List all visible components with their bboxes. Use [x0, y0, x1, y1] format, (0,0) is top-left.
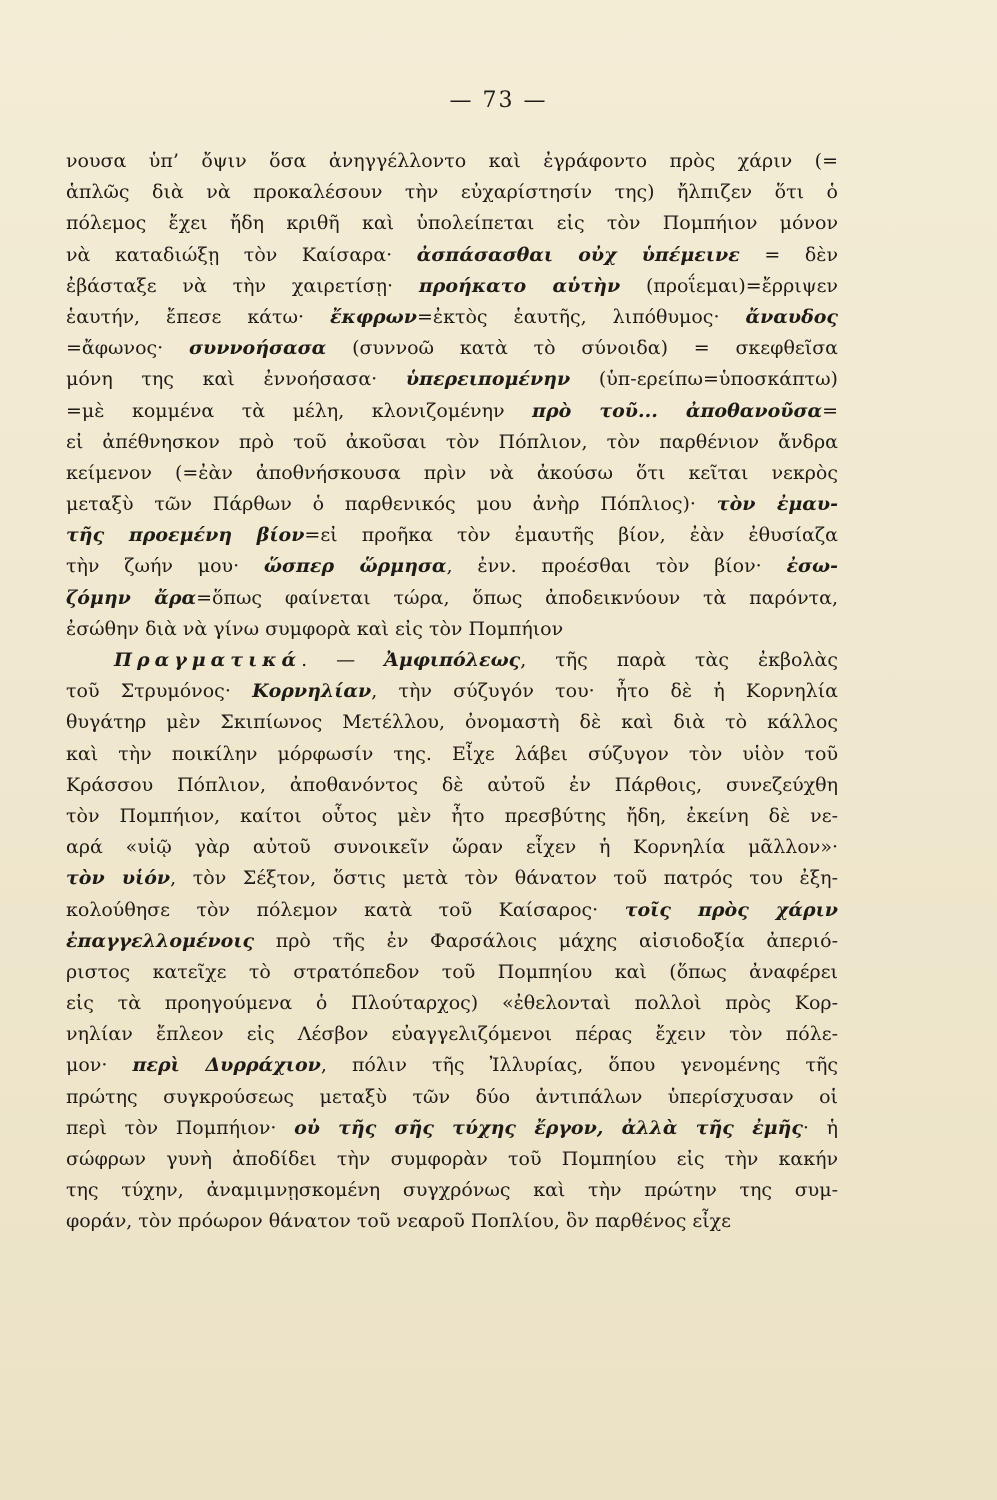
bold-term: οὐ τῆς σῆς τύχης ἔργον, ἀλλὰ τῆς ἐμῆς	[294, 1116, 803, 1139]
text-line	[66, 364, 838, 395]
text-line	[66, 1050, 838, 1081]
bold-term: ἄναυδος	[745, 305, 838, 328]
text-run: · ἡ	[802, 1116, 838, 1139]
text-run: μεταξὺ τῶν Πάρθων ὁ παρθενικός μου ἀνὴρ Πόπλιος)·	[66, 493, 717, 516]
text-run: πρὸ τῆς ἐν Φαρσάλοις μάχης αἰσιοδοξία ἀπεριό-	[254, 929, 838, 952]
text-run: ριστος κατεῖχε τὸ στρατόπεδον τοῦ Πομπηίου καὶ (ὅπως ἀναφέρει	[66, 960, 838, 983]
text-run: νὰ καταδιώξῃ τὸν Καίσαρα·	[66, 243, 417, 266]
text-line	[66, 645, 838, 676]
text-line	[66, 739, 838, 770]
text-run: =εἰ προῆκα τὸν ἐμαυτῆς βίον, ἐὰν ἐθυσίαζα	[304, 524, 838, 547]
text-run: εἰ ἀπέθνησκον πρὸ τοῦ ἀκοῦσαι τὸν Πόπλιον, τὸν παρθένιον ἄνδρα	[66, 430, 838, 453]
text-run: ἁπλῶς διὰ νὰ προκαλέσουν τὴν εὐχαρίστησίν της) ἤλπιζεν ὅτι ὁ	[66, 181, 838, 204]
page-number: — 73 —	[449, 88, 548, 113]
text-run: τοῦ Στρυμόνος·	[66, 680, 253, 703]
text-run: σώφρων γυνὴ ἀποδίδει τὴν συμφορὰν τοῦ Πομπηίου εἰς τὴν κακήν	[66, 1148, 838, 1170]
text-line	[66, 1175, 838, 1206]
text-run: πρώτης συγκρούσεως μεταξὺ τῶν δύο ἀντιπάλων ὑπερίσχυσαν οἱ	[66, 1085, 838, 1108]
text-line	[66, 801, 838, 832]
text-run: =ἐκτὸς ἑαυτῆς, λιπόθυμος·	[416, 305, 746, 328]
bold-term: περὶ Δυρράχιον	[132, 1054, 321, 1077]
text-run: φοράν, τὸν πρόωρον θάνατον τοῦ νεαροῦ Ποπλίου, ὃν παρθένος εἶχε	[66, 1210, 732, 1233]
text-run: κολούθησε τὸν πόλεμον κατὰ τοῦ Καίσαρος·	[66, 898, 625, 921]
text-line	[66, 863, 838, 894]
text-run: αρά «υἱῷ γὰρ αὐτοῦ συνοικεῖν ὥραν εἶχεν ἡ Κορνηλία μᾶλλον»·	[66, 836, 838, 859]
text-line	[66, 240, 838, 271]
text-run: , τῆς παρὰ τὰς ἐκβολὰς	[520, 649, 838, 671]
bold-term: ἀσπάσασθαι οὐχ ὑπέμεινε	[416, 243, 740, 266]
text-line	[66, 614, 838, 645]
text-line	[66, 146, 838, 177]
text-line	[66, 271, 838, 302]
bold-term: ἐσω-	[786, 555, 838, 578]
bold-term: ὑπερειπομένην	[405, 368, 571, 391]
bold-term: τὸν ἐμαυ-	[716, 493, 838, 516]
text-line	[66, 583, 838, 614]
text-run: εἰς τὰ προηγούμενα ὁ Πλούταρχος) «ἐθελονταὶ πολλοὶ πρὸς Κορ-	[66, 992, 838, 1015]
bold-term: ἐπαγγελλομένοις	[66, 929, 255, 952]
text-line	[66, 333, 838, 364]
bold-term: προήκατο αὑτὴν	[418, 274, 621, 297]
text-line	[66, 988, 838, 1019]
bold-term: ἔκφρων	[330, 305, 417, 328]
text-run: της τύχην, ἀναμιμνῃσκομένη συγχρόνως καὶ τὴν πρώτην της συμ-	[66, 1179, 838, 1202]
text-line	[66, 396, 838, 427]
text-run: =μὲ κομμένα τὰ μέλη, κλονιζομένην	[66, 399, 533, 422]
text-run: ἐβάσταξε νὰ τὴν χαιρετίσῃ·	[66, 274, 419, 297]
text-line	[66, 427, 838, 458]
text-line	[66, 520, 838, 551]
bold-term: συννοήσασα	[189, 337, 327, 360]
text-line	[66, 926, 838, 957]
text-line	[66, 707, 838, 738]
text-run: ἐσώθην διὰ νὰ γίνω συμφορὰ καὶ εἰς τὸν Πομπήιον	[66, 617, 564, 640]
text-run: κείμενον (=ἐὰν ἀποθνήσκουσα πρὶν νὰ ἀκούσω ὅτι κεῖται νεκρὸς	[66, 461, 838, 484]
text-line	[66, 489, 838, 520]
text-run: (προΐεμαι)=ἔρριψεν	[620, 274, 838, 297]
text-line	[66, 302, 838, 333]
text-run: πόλεμος ἔχει ἤδη κριθῆ καὶ ὑπολείπεται εἰς τὸν Πομπήιον μόνον	[66, 212, 838, 235]
text-line	[66, 770, 838, 801]
bold-term: Πραγματικά	[114, 649, 302, 671]
text-run: νουσα ὑπ’ ὄψιν ὅσα ἀνηγγέλλοντο καὶ ἐγράφοντο πρὸς χάριν (=	[66, 150, 838, 172]
text-run: θυγάτηρ μὲν Σκιπίωνος Μετέλλου, ὀνομαστὴ δὲ καὶ διὰ τὸ κάλλος	[66, 711, 838, 734]
bold-term: Ἀμφιπόλεως	[384, 649, 521, 671]
text-run: τὸν Πομπήιον, καίτοι οὗτος μὲν ἦτο πρεσβύτης ἤδη, ἐκείνη δὲ νε-	[66, 804, 838, 827]
text-run: , πόλιν τῆς Ἰλλυρίας, ὅπου γενομένης τῆς	[320, 1054, 839, 1077]
text-line	[66, 1113, 838, 1144]
text-line	[66, 957, 838, 988]
bold-term: Κορνηλίαν	[252, 680, 372, 703]
text-run: (συννοῶ κατὰ τὸ σύνοιδα) = σκεφθεῖσα	[326, 337, 838, 360]
bold-term: ὥσπερ ὥρμησα	[263, 555, 447, 578]
text-line	[66, 832, 838, 863]
bold-term: τοῖς πρὸς χάριν	[624, 898, 838, 921]
text-line	[66, 177, 838, 208]
text-run: Κράσσου Πόπλιον, ἀποθανόντος δὲ αὐτοῦ ἐν Πάρθοις, συνεζεύχθη	[66, 773, 838, 796]
text-run: =	[822, 399, 838, 422]
text-run: =ὅπως φαίνεται τώρα, ὅπως ἀποδεικνύουν τὰ παρόντα,	[196, 586, 838, 609]
text-run: =ἄφωνος·	[66, 337, 189, 360]
text-run: (ὑπ-ερείπω=ὑποσκάπτω)	[570, 368, 838, 391]
text-line	[66, 1082, 838, 1113]
text-run: τὴν ζωήν μου·	[66, 555, 264, 578]
text-run: μόνη της καὶ ἐννοήσασα·	[66, 368, 406, 391]
text-line	[66, 895, 838, 926]
text-line	[66, 676, 838, 707]
text-line	[66, 458, 838, 489]
text-run: νηλίαν ἔπλεον εἰς Λέσβον εὐαγγελιζόμενοι πέρας ἔχειν τὸν πόλε-	[66, 1023, 838, 1046]
text-run: = δὲν	[739, 243, 839, 266]
text-line	[66, 1019, 838, 1050]
bold-term: πρὸ τοῦ... ἀποθανοῦσα	[532, 399, 823, 422]
text-line	[66, 1206, 838, 1237]
body-text	[66, 146, 838, 1238]
text-run: καὶ τὴν ποικίλην μόρφωσίν της. Εἶχε λάβει σύζυγον τὸν υἱὸν τοῦ	[66, 742, 838, 765]
text-run: . —	[301, 649, 385, 671]
text-line	[66, 208, 838, 239]
text-run: , τὴν σύζυγόν του· ἦτο δὲ ἡ Κορνηλία	[371, 680, 838, 703]
text-run: περὶ τὸν Πομπήιον·	[66, 1116, 295, 1139]
text-run: μον·	[66, 1054, 133, 1077]
text-line	[66, 551, 838, 582]
bold-term: τῆς προεμένη βίον	[66, 524, 305, 547]
text-run: , τὸν Σέξτον, ὅστις μετὰ τὸν θάνατον τοῦ πατρός του ἐξη-	[170, 867, 838, 890]
bold-term: τὸν υἱόν	[66, 867, 171, 890]
text-line	[66, 1144, 838, 1175]
text-run: ἑαυτήν, ἔπεσε κάτω·	[66, 305, 331, 328]
bold-term: ζόμην ἄρα	[66, 586, 197, 609]
text-run: , ἐνν. προέσθαι τὸν βίον·	[446, 555, 787, 578]
